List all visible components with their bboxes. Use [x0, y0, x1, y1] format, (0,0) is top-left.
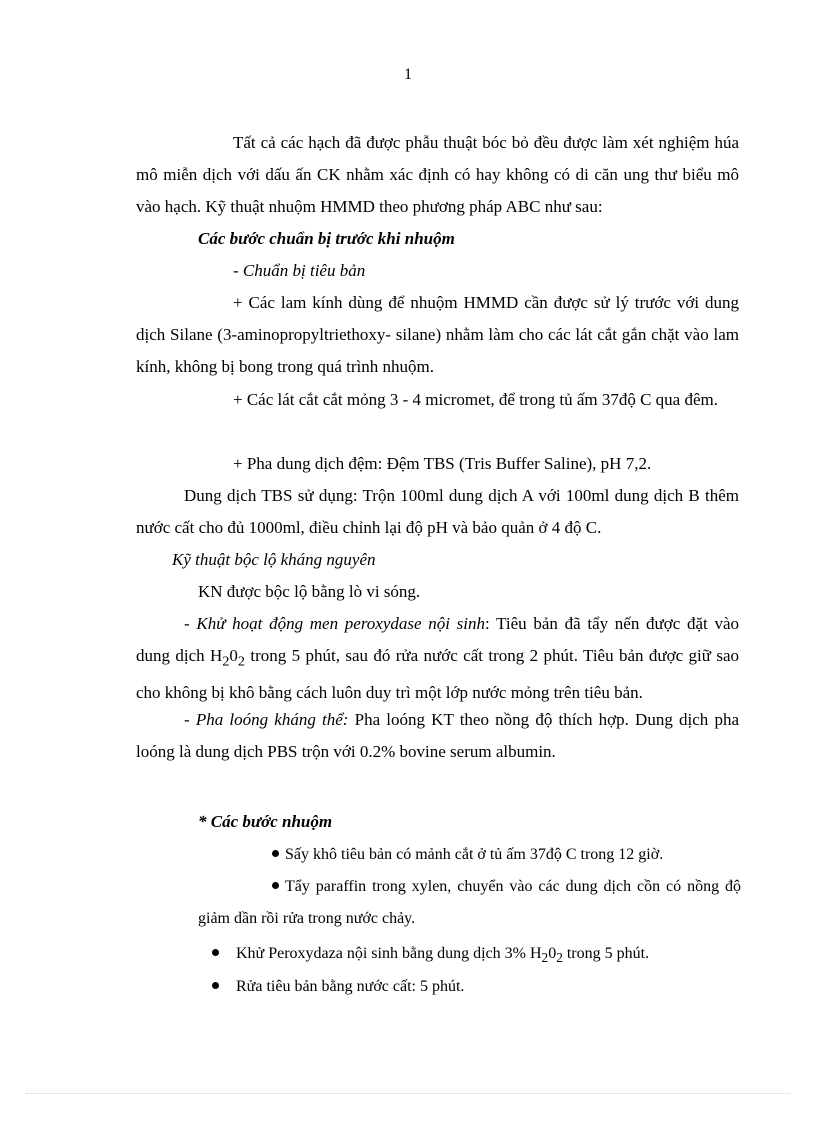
item-cutting: + Các lát cắt cắt mỏng 3 - 4 micromet, để trong tủ ấm 37độ C qua đêm. — [233, 390, 718, 409]
bullet-icon — [212, 949, 219, 956]
dilution-paragraph: - Pha loóng kháng thể: Pha loóng KT theo nồng độ thích hợp. Dung dịch pha loóng là dung dịch PBS trộn với 0.2% bovine serum albumin. — [136, 710, 739, 761]
heading-preparation: Các bước chuẩn bị trước khi nhuộm — [198, 229, 455, 248]
peroxidase-label: - Khử hoạt động men peroxydase nội sinh — [184, 614, 486, 633]
item-silane: + Các lam kính dùng để nhuộm HMMD cần được sử lý trước với dung dịch Silane (3-aminopropyltriethoxy- silane) nhằm làm cho các lát cắt gắn chặt vào lam kính, không bị bong trong quá trình nhuộm. — [136, 293, 739, 376]
tbs-usage-paragraph: Dung dịch TBS sử dụng: Trộn 100ml dung dịch A với 100ml dung dịch B thêm nước cất cho đủ 1000ml, điều chỉnh lại độ pH và bảo quản ở 4 độ C. — [136, 486, 739, 537]
footer-divider — [26, 1093, 790, 1094]
step-peroxydase: Khử Peroxydaza nội sinh bằng dung dịch 3% $H_20_2$ trong 5 phút. — [212, 938, 649, 974]
bullet-icon — [212, 982, 219, 989]
heading-antigen-retrieval: Kỹ thuật bộc lộ kháng nguyên — [172, 550, 376, 569]
intro-paragraph: Tất cả các hạch đã được phẫu thuật bóc bỏ đều được làm xét nghiệm húa mô miễn dịch với dấu ấn CK nhằm xác định có hay không có di căn ung thư biểu mô vào hạch. Kỹ thuật nhuộm HMMD theo phương pháp ABC như sau: — [136, 133, 739, 216]
heading-staining-steps: * Các bước nhuộm — [198, 812, 333, 831]
bullet-icon — [272, 882, 279, 889]
dilution-label: - Pha loóng kháng thể: — [184, 710, 349, 729]
bullet-icon — [272, 850, 279, 857]
page-number: 1 — [404, 66, 412, 83]
step-rinse: Rửa tiêu bản bằng nước cất: 5 phút. — [212, 971, 464, 1003]
step-paraffin: Tẩy paraffin trong xylen, chuyển vào các dung dịch cồn có nồng độ giảm dần rồi rửa trong nước chảy. — [198, 878, 741, 927]
antigen-retrieval-text: KN được bộc lộ bằng lò vi sóng. — [198, 582, 421, 601]
peroxidase-paragraph: - Khử hoạt động men peroxydase nội sinh: Tiêu bản đã tẩy nến được đặt vào dung dịch $H_20_2$ trong 5 phút, sau đó rửa nước cất trong 2 phút. Tiêu bản được giữ sao cho không bị khô bằng cách luôn duy trì một lớp nước mỏng trên tiêu bản. — [136, 614, 740, 703]
subheading-slide-prep: - Chuẩn bị tiêu bản — [233, 261, 366, 280]
step-dry: Sấy khô tiêu bản có mảnh cắt ở tủ ấm 37độ C trong 12 giờ. — [272, 839, 663, 871]
item-buffer: + Pha dung dịch đệm: Đệm TBS (Tris Buffer Saline), pH 7,2. — [233, 454, 652, 473]
